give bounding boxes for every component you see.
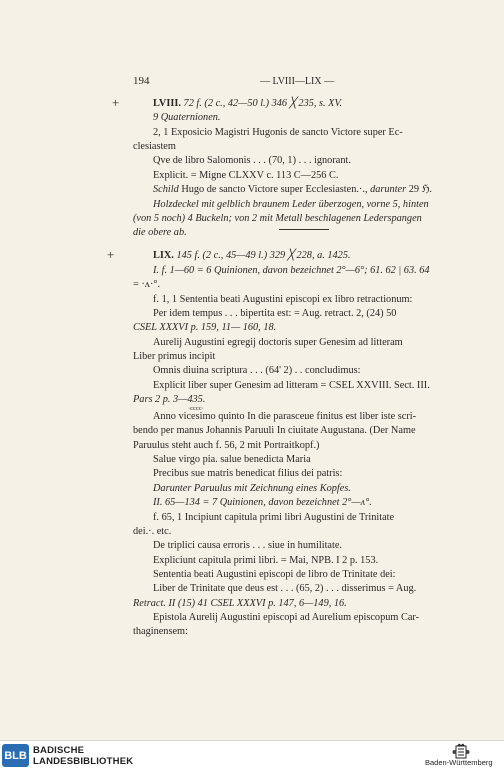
blb-logo[interactable]: BLB: [2, 744, 29, 767]
entry-lix-line: thaginensem:: [133, 626, 188, 637]
entry-lix-line: f. 65, 1 Incipiunt capitula primi libri Augustini de Trinitate: [153, 512, 395, 523]
entry-lix-number: LIX.: [153, 250, 174, 261]
entry-lix-line: f. 1, 1 Sententia beati Augustini episcopi ex libro retractionum:: [153, 294, 413, 305]
entry-lviii-line: Holzdeckel mit gelblich braunem Leder überzogen, vorne 5, hinten: [153, 199, 429, 210]
entry-lix-line: Salue virgo pia. salue benedicta Maria: [153, 454, 311, 465]
entry-lix-line: Retract. II (15) 41 CSEL XXXVI p. 147, 6—149, 16.: [133, 598, 347, 609]
entry-lviii-description: 72 f. (2 c., 42—50 l.) 346 ╳ 235, s. XV.: [180, 98, 342, 109]
entry-lviii-line: [153, 97, 342, 110]
entry-lix-line: Liber primus incipit: [133, 351, 216, 362]
entry-lix-line: dei.·. etc.: [133, 526, 172, 537]
entry-lix-line: Aurelij Augustini egregij doctoris super Genesim ad litteram: [153, 337, 403, 348]
entry-lix-line: II. 65—134 = 7 Quinionen, davon bezeichnet 2°—ʌ°.: [153, 497, 372, 508]
running-title: — LVIII—LIX —: [260, 76, 335, 87]
entry-lviii-line: [153, 183, 432, 196]
entry-lix-line: Per idem tempus . . . bipertita est: = Aug. retract. 2, (24) 50: [153, 308, 397, 319]
entry-lviii-text: 29 ℌ.: [406, 184, 432, 195]
entry-lviii-text: Schild: [153, 184, 179, 195]
library-name: [33, 745, 133, 767]
entry-lix-line: bendo per manus Johannis Paruuli In ciuitate Augustana. (Der Name: [133, 425, 416, 436]
entry-lix-superscript: ·cccc·: [188, 405, 204, 412]
entry-lix-line: Pars 2 p. 3—435.: [133, 394, 206, 405]
section-divider: [279, 229, 329, 230]
entry-lix-line: De triplici causa erroris . . . siue in humilitate.: [153, 540, 343, 551]
library-footer: [0, 740, 504, 770]
entry-lix-description: 145 f. (2 c., 45—49 l.) 329 ╳ 228, a. 1425.: [173, 250, 351, 261]
page-number: 194: [133, 75, 150, 87]
entry-lix-line: = ·ʌ·°.: [133, 279, 161, 290]
entry-lviii-line: Qve de libro Salomonis . . . (70, 1) . . . ignorant.: [153, 155, 351, 166]
entry-lviii-line: die obere ab.: [133, 227, 187, 238]
entry-lix-line: Anno vicesimo quinto In die parasceue finitus est liber iste scri-: [153, 411, 417, 422]
entry-lviii-line: clesiastem: [133, 141, 176, 152]
coat-of-arms-icon: [452, 743, 470, 759]
entry-lviii-text: Hugo de sancto Victore super Ecclesiasten.·.,: [178, 184, 371, 195]
entry-lix-line: Expliciunt capitula primi libri. = Mai, NPB. I 2 p. 153.: [153, 555, 379, 566]
entry-lix-line: Omnis diuina scriptura . . . (64' 2) . . concludimus:: [153, 365, 361, 376]
entry-lviii-line: (von 5 noch) 4 Buckeln; von 2 mit Metall beschlagenen Lederspangen: [133, 213, 422, 224]
entry-lix-line: Precibus sue matris benedicat filius dei patris:: [153, 468, 343, 479]
entry-lix-line: Epistola Aurelij Augustini episcopi ad Aurelium episcopum Car-: [153, 612, 420, 623]
entry-lix-line: Explicit liber super Genesim ad litteram = CSEL XXVIII. Sect. III.: [153, 380, 430, 391]
entry-lix-line: [153, 249, 351, 262]
entry-lviii-text: darunter: [370, 184, 407, 195]
entry-lix-line: Paruulus steht auch f. 56, 2 mit Portraitkopf.): [133, 440, 320, 451]
entry-lviii-line: 9 Quaternionen.: [153, 112, 221, 123]
entry-lix-line: Sententia beati Augustini episcopi de libro de Trinitate dei:: [153, 569, 396, 580]
entry-lviii-number: LVIII.: [153, 98, 181, 109]
entry-lix-line: Liber de Trinitate que deus est . . . (65, 2) . . . disserimus = Aug.: [153, 583, 417, 594]
library-name-line2: LANDESBIBLIOTHEK: [33, 756, 134, 767]
entry-lviii-line: 2, 1 Exposicio Magistri Hugonis de sancto Victore super Ec-: [153, 127, 403, 138]
entry-lviii-line: Explicit. = Migne CLXXV c. 113 C—256 C.: [153, 170, 339, 181]
library-name-line1: BADISCHE: [33, 745, 85, 756]
entry-lix-line: Darunter Paruulus mit Zeichnung eines Kopfes.: [153, 483, 351, 494]
entry-lix-line: I. f. 1—60 = 6 Quinionen, davon bezeichnet 2°—6°; 61. 62 | 63. 64: [153, 265, 430, 276]
entry-lviii-plus: +: [112, 95, 120, 110]
entry-lix-line: CSEL XXXVI p. 159, 11— 160, 18.: [133, 322, 277, 333]
entry-lix-plus: +: [107, 247, 115, 262]
state-name: Baden-Württemberg: [425, 758, 493, 767]
